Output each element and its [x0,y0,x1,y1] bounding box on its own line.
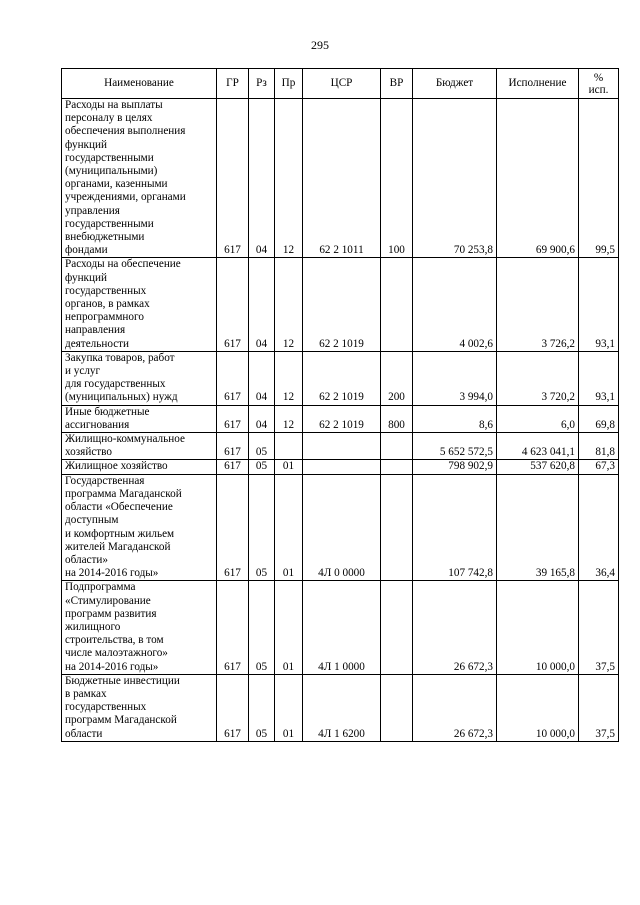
cell-execution: 39 165,8 [497,474,579,581]
cell-execution: 6,0 [497,405,579,432]
cell-vr [381,460,413,474]
cell-budget: 70 253,8 [413,99,497,258]
cell-gr: 617 [217,405,249,432]
header-execution: Исполнение [497,69,579,99]
cell-vr [381,474,413,581]
cell-rz: 04 [249,258,275,351]
budget-table [61,68,619,742]
cell-percent: 93,1 [579,258,619,351]
cell-pr: 12 [275,258,303,351]
cell-execution: 3 720,2 [497,351,579,405]
page-number: 295 [311,38,329,52]
cell-csr: 4Л 0 0000 [303,474,381,581]
cell-csr [303,460,381,474]
cell-rz: 04 [249,405,275,432]
cell-pr: 01 [275,674,303,741]
header-row [62,69,619,99]
cell-gr: 617 [217,258,249,351]
table-row [62,99,619,258]
cell-csr: 62 2 1019 [303,405,381,432]
cell-budget: 3 994,0 [413,351,497,405]
cell-execution: 10 000,0 [497,674,579,741]
cell-name: Расходы на обеспечение функций государственных органов, в рамках непрограммного направления деятельности [62,258,217,351]
cell-budget: 798 902,9 [413,460,497,474]
cell-gr: 617 [217,674,249,741]
cell-percent: 99,5 [579,99,619,258]
table-row [62,433,619,460]
cell-percent: 67,3 [579,460,619,474]
cell-gr: 617 [217,433,249,460]
cell-vr: 100 [381,99,413,258]
cell-rz: 05 [249,581,275,674]
cell-rz: 04 [249,351,275,405]
cell-name: Государственная программа Магаданской области «Обеспечение доступным и комфортным жильем жителей Магаданской области» на 2014-2016 годы» [62,474,217,581]
cell-vr [381,433,413,460]
header-csr: ЦСР [303,69,381,99]
header-rz: Рз [249,69,275,99]
cell-budget: 8,6 [413,405,497,432]
cell-name: Жилищно-коммунальное хозяйство [62,433,217,460]
cell-csr: 62 2 1019 [303,258,381,351]
cell-percent: 69,8 [579,405,619,432]
cell-percent: 37,5 [579,581,619,674]
cell-vr: 800 [381,405,413,432]
cell-csr: 4Л 1 6200 [303,674,381,741]
table-body [62,99,619,742]
cell-pr: 12 [275,99,303,258]
cell-percent: 36,4 [579,474,619,581]
table-header [62,69,619,99]
cell-pr: 01 [275,460,303,474]
cell-gr: 617 [217,581,249,674]
cell-csr: 62 2 1019 [303,351,381,405]
cell-pr: 12 [275,405,303,432]
cell-pr: 01 [275,474,303,581]
cell-percent: 93,1 [579,351,619,405]
table-row [62,405,619,432]
cell-name: Жилищное хозяйство [62,460,217,474]
table-row [62,581,619,674]
cell-csr [303,433,381,460]
cell-budget: 5 652 572,5 [413,433,497,460]
table-row [62,474,619,581]
header-vr: ВР [381,69,413,99]
cell-name: Подпрограмма «Стимулирование программ развития жилищного строительства, в том числе малоэтажного» на 2014-2016 годы» [62,581,217,674]
cell-rz: 05 [249,433,275,460]
cell-gr: 617 [217,460,249,474]
cell-vr [381,581,413,674]
cell-gr: 617 [217,351,249,405]
header-budget: Бюджет [413,69,497,99]
cell-budget: 4 002,6 [413,258,497,351]
cell-execution: 10 000,0 [497,581,579,674]
cell-budget: 107 742,8 [413,474,497,581]
cell-gr: 617 [217,99,249,258]
cell-percent: 37,5 [579,674,619,741]
cell-name: Бюджетные инвестиции в рамках государственных программ Магаданской области [62,674,217,741]
cell-vr [381,258,413,351]
header-gr: ГР [217,69,249,99]
cell-rz: 05 [249,460,275,474]
cell-name: Иные бюджетные ассигнования [62,405,217,432]
cell-csr: 62 2 1011 [303,99,381,258]
cell-pr [275,433,303,460]
cell-gr: 617 [217,474,249,581]
cell-vr [381,674,413,741]
table-row [62,460,619,474]
cell-rz: 05 [249,674,275,741]
cell-rz: 04 [249,99,275,258]
table-row [62,351,619,405]
cell-pr: 12 [275,351,303,405]
cell-vr: 200 [381,351,413,405]
header-pr: Пр [275,69,303,99]
cell-execution: 537 620,8 [497,460,579,474]
table-row [62,258,619,351]
cell-name: Расходы на выплаты персоналу в целях обеспечения выполнения функций государственными (муниципальными) органами, казенными учреждениями, органами управления государственными внебюджетными фондами [62,99,217,258]
cell-pr: 01 [275,581,303,674]
cell-budget: 26 672,3 [413,581,497,674]
header-name: Наименование [62,69,217,99]
cell-csr: 4Л 1 0000 [303,581,381,674]
cell-budget: 26 672,3 [413,674,497,741]
cell-percent: 81,8 [579,433,619,460]
cell-execution: 3 726,2 [497,258,579,351]
header-percent: % исп. [579,69,619,99]
table-row [62,674,619,741]
cell-execution: 4 623 041,1 [497,433,579,460]
cell-execution: 69 900,6 [497,99,579,258]
cell-name: Закупка товаров, работ и услуг для государственных (муниципальных) нужд [62,351,217,405]
cell-rz: 05 [249,474,275,581]
